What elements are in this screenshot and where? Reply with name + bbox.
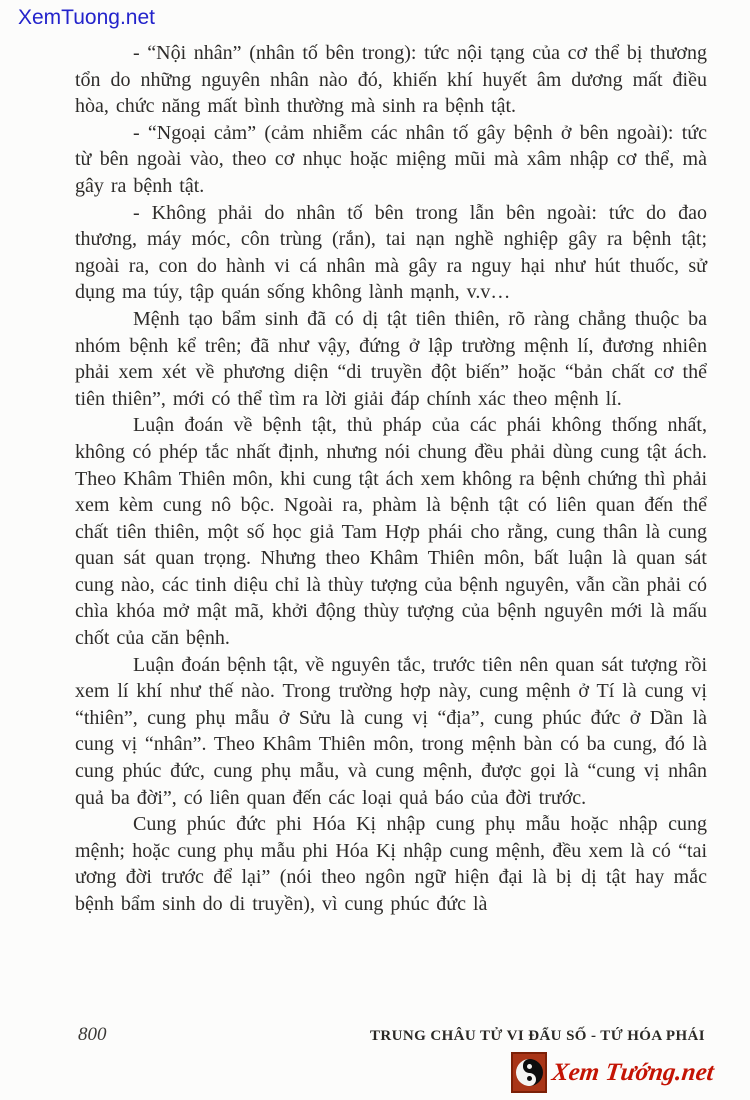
- paragraph: Cung phúc đức phi Hóa Kị nhập cung phụ mẫu hoặc nhập cung mệnh; hoặc cung phụ mẫu phi Hóa Kị nhập cung mệnh, đều xem là có “tai ương đời trước để lại” (nói theo ngôn ngữ hiện đại là bị dị tật hay mắc bệnh bẩm sinh do di truyền), vì cung phúc đức là: [75, 813, 707, 915]
- site-watermark-text: Xem Tướng.net: [550, 1058, 716, 1086]
- page-body-text: [75, 40, 707, 918]
- paragraph: - Không phải do nhân tố bên trong lẫn bên ngoài: tức do đao thương, máy móc, côn trùng (rắn), tai nạn nghề nghiệp gây ra bệnh tật; ngoài ra, con do hành vi cá nhân mà gây ra nguy hại như hút thuốc, sử dụng ma túy, tập quán sống không lành mạnh, v.v…: [75, 201, 707, 304]
- paragraph: Luận đoán bệnh tật, về nguyên tắc, trước tiên nên quan sát tượng rồi xem lí khí như thế nào. Trong trường hợp này, cung mệnh ở Tí là cung vị “thiên”, cung phụ mẫu ở Sửu là cung vị “địa”, cung phúc đức ở Dần là cung vị “nhân”. Theo Khâm Thiên môn, trong mệnh bàn có ba cung, đó là cung phúc đức, cung phụ mẫu, và cung mệnh, được gọi là “cung vị nhân quả ba đời”, có liên quan đến các loại quả báo của đời trước.: [75, 653, 707, 809]
- book-title: TRUNG CHÂU TỬ VI ĐẨU SỐ - TỨ HÓA PHÁI: [370, 1028, 705, 1044]
- paragraph: Luận đoán về bệnh tật, thủ pháp của các phái không thống nhất, không có phép tắc nhất định, nhưng nói chung đều phải dùng cung tật ách. Theo Khâm Thiên môn, khi cung tật ách xem không ra bệnh chứng thì phải xem kèm cung nô bộc. Ngoài ra, phàm là bệnh tật có liên quan đến thể chất tiên thiên, một số học giả Tam Hợp phái cho rằng, cung thân là cung quan sát quan trọng. Nhưng theo Khâm Thiên môn, bất luận là quan sát cung nào, các tinh diệu chỉ là thùy tượng của bệnh nguyên, vẫn cần phải có chìa khóa mở mật mã, khởi động thùy tượng của bệnh nguyên mới là mấu chốt của căn bệnh.: [75, 414, 707, 650]
- site-watermark-link-top[interactable]: XemTuong.net: [18, 6, 155, 29]
- paragraph: - “Ngoại cảm” (cảm nhiễm các nhân tố gây bệnh ở bên ngoài): tức từ bên ngoài vào, theo cơ nhục hoặc miệng mũi mà xâm nhập cơ thể, mà gây ra bệnh tật.: [75, 121, 707, 197]
- paragraph: - “Nội nhân” (nhân tố bên trong): tức nội tạng của cơ thể bị thương tổn do những nguyên nhân nào đó, khiến khí huyết âm dương mất điều hòa, chức năng mất bình thường mà sinh ra bệnh tật.: [75, 42, 707, 118]
- page-footer: [78, 1024, 705, 1046]
- page-number: 800: [78, 1024, 107, 1045]
- site-watermark-logo[interactable]: [511, 1052, 714, 1093]
- yin-yang-icon: [511, 1052, 547, 1093]
- paragraph: Mệnh tạo bẩm sinh đã có dị tật tiên thiên, rõ ràng chẳng thuộc ba nhóm bệnh kể trên; đã như vậy, đứng ở lập trường mệnh lí, đương nhiên phải xem xét về phương diện “di truyền đột biến” hoặc “bản chất cơ thể tiên thiên”, mới có thể tìm ra lời giải đáp chính xác theo mệnh lí.: [75, 307, 707, 410]
